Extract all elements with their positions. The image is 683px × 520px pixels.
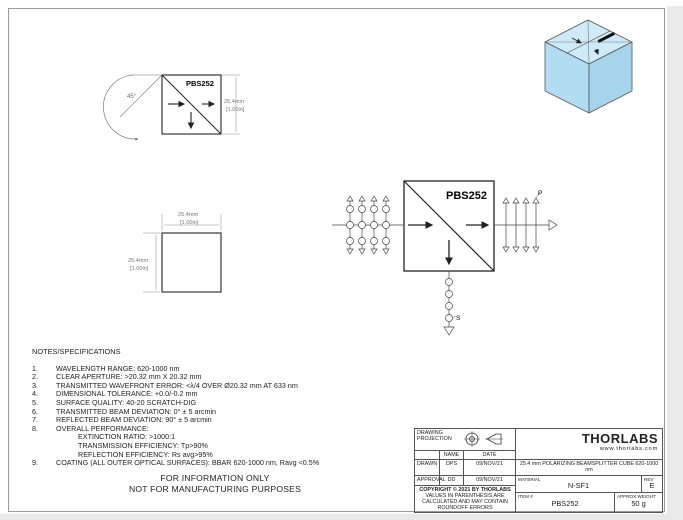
top-view-cube — [162, 75, 221, 134]
isometric-cube — [545, 20, 632, 113]
logo-cell — [516, 429, 663, 460]
roundoff-note: VALUES IN PARENTHESIS ARE CALCULATED AND MAY CONTAIN ROUNDOFF ERRORS — [422, 492, 508, 512]
note-item: 4. DIMENSIONAL TOLERANCE: +0.0/-0.2 mm — [32, 389, 198, 399]
note-subitem: REFLECTION EFFICIENCY: Rs avg>95% — [78, 449, 213, 459]
notes-title: NOTES/SPECIFICATIONS — [32, 347, 121, 356]
beamsplitter-schematic — [332, 181, 557, 335]
dim-in-3: [1.00in] — [130, 266, 149, 272]
port-p-label: P — [538, 190, 543, 197]
drawn-label: DRAWN — [415, 460, 440, 475]
weight-label: APPROX WEIGHT — [617, 494, 656, 500]
approval-date: 09/NOV/21 — [464, 475, 516, 485]
weight-cell — [615, 493, 663, 513]
note-item: 9. COATING (ALL OUTER OPTICAL SURFACES): BBAR 620-1000 nm, Ravg <0.5% — [32, 458, 320, 468]
drawing-projection-label: DRAWING PROJECTION — [417, 430, 452, 443]
side-view-cube — [128, 212, 221, 292]
name-header: NAME — [440, 451, 464, 460]
dim-in-2: [1.00in] — [180, 220, 199, 226]
dim-mm-3: 25.4mm — [128, 258, 149, 264]
note-subitem: TRANSMISSION EFFICIENCY: Tp>90% — [78, 440, 208, 450]
part-label-large: PBS252 — [446, 190, 487, 202]
drawn-date: 09/NOV/21 — [464, 460, 516, 475]
part-title: 25.4 mm POLARIZING BEAMSPLITTER CUBE 620-1000 nm — [516, 460, 663, 475]
angle-label: 45° — [127, 94, 137, 100]
disclaimer-line-1: FOR INFORMATION ONLY — [160, 473, 270, 483]
note-item: 6. TRANSMITTED BEAM DEVIATION: 0° ± 5 arcmin — [32, 406, 217, 416]
drawn-name: DPS — [440, 460, 464, 475]
note-item: 8. OVERALL PERFORMANCE: — [32, 423, 149, 433]
thorlabs-logo: THORLABS — [581, 431, 659, 446]
approval-name: DD — [440, 475, 464, 485]
disclaimer-line-2: NOT FOR MANUFACTURING PURPOSES — [129, 483, 301, 494]
copyright-cell — [415, 485, 516, 513]
angle-dimension — [103, 75, 162, 139]
note-item: 2. CLEAR APERTURE: >20.32 mm X 20.32 mm — [32, 372, 202, 382]
projection-symbol-icon — [459, 431, 511, 447]
date-header: DATE — [464, 451, 516, 460]
disclaimer — [100, 473, 330, 494]
note-item: 3. TRANSMITTED WAVEFRONT ERROR: <λ/4 OVER Ø20.32 mm AT 633 nm — [32, 380, 298, 390]
notes-specifications — [32, 348, 392, 468]
note-item: 7. REFLECTED BEAM DEVIATION: 90° ± 5 arcmin — [32, 415, 212, 425]
part-label-small: PBS252 — [186, 79, 214, 88]
website: www.thorlabs.com — [599, 446, 659, 452]
note-item: 5. SURFACE QUALITY: 40-20 SCRATCH-DIG — [32, 397, 197, 407]
dim-mm-2: 25.4mm — [178, 212, 199, 218]
title-block — [414, 428, 662, 511]
rev-cell — [642, 475, 663, 493]
item-label: ITEM # — [518, 494, 533, 500]
projection-cell — [415, 429, 516, 451]
note-item: 1. WAVELENGTH RANGE: 620-1000 nm — [32, 363, 180, 373]
copyright: COPYRIGHT © 2021 BY THORLABS — [419, 486, 511, 493]
port-s-label: S — [456, 315, 461, 322]
item-value: PBS252 — [551, 498, 579, 508]
material-cell — [516, 475, 642, 493]
material-value: N-SF1 — [567, 481, 590, 491]
note-subitem: EXTINCTION RATIO: >1000:1 — [78, 432, 176, 442]
dim-mm-1: 25.4mm — [224, 99, 245, 105]
approval-label: APPROVAL — [415, 475, 440, 485]
material-label: MATERIAL — [518, 476, 541, 482]
rev-value: E — [649, 481, 655, 491]
item-cell — [516, 493, 615, 513]
weight-value: 50 g — [631, 498, 646, 508]
top-view-dimension — [221, 75, 245, 134]
dim-in-1: [1.00in] — [226, 107, 245, 113]
rev-label: REV — [644, 476, 654, 482]
